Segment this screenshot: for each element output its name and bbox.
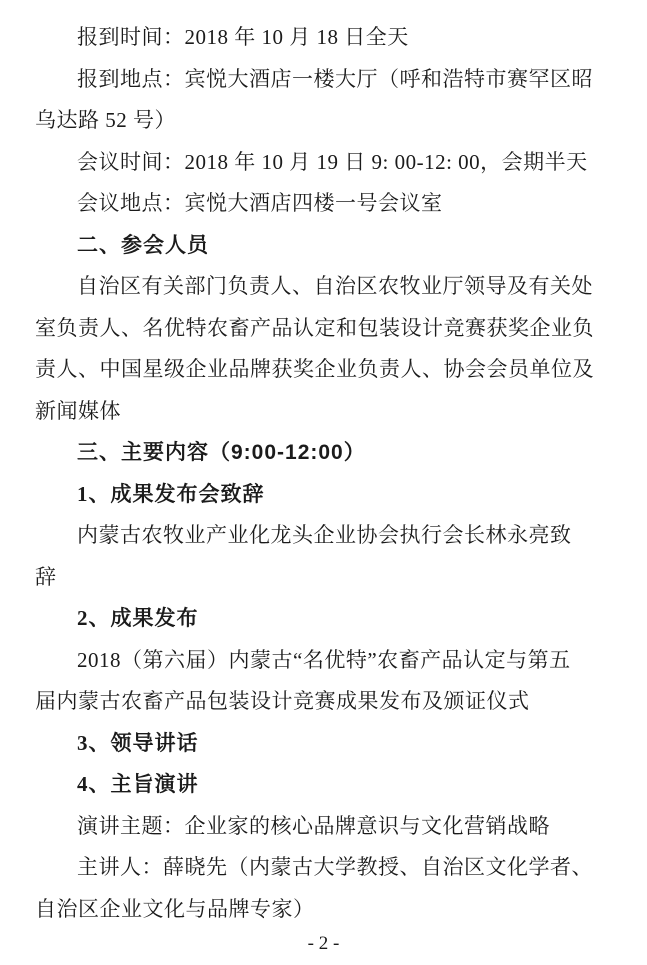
document-line: 三、主要内容（9:00-12:00） xyxy=(77,441,366,464)
document-line: 1、成果发布会致辞 xyxy=(77,481,265,506)
document-line: 二、参会人员 xyxy=(77,233,209,257)
document-line: 主讲人：薛晓先（内蒙古大学教授、自治区文化学者、 xyxy=(77,855,593,879)
document-line: 4、主旨演讲 xyxy=(77,772,199,796)
document-line: 2、成果发布 xyxy=(77,606,199,630)
document-line: 自治区有关部门负责人、自治区农牧业厅领导及有关处 xyxy=(77,274,593,298)
document-line: 责人、中国星级企业品牌获奖企业负责人、协会会员单位及 xyxy=(35,357,594,381)
document-line: 报到地点：宾悦大酒店一楼大厅（呼和浩特市赛罕区昭 xyxy=(77,66,593,91)
document-line: 自治区企业文化与品牌专家） xyxy=(35,896,315,921)
document-line: 3、领导讲话 xyxy=(77,730,199,755)
document-line: 届内蒙古农畜产品包装设计竞赛成果发布及颁证仪式 xyxy=(35,689,530,713)
document-line: 报到时间：2018 年 10 月 18 日全天 xyxy=(77,25,409,49)
document-line: 演讲主题：企业家的核心品牌意识与文化营销战略 xyxy=(77,813,550,838)
document-line: 新闻媒体 xyxy=(35,398,121,423)
document-line: 室负责人、名优特农畜产品认定和包装设计竞赛获奖企业负 xyxy=(35,315,594,340)
document-line: 辞 xyxy=(35,564,57,589)
document-line: 内蒙古农牧业产业化龙头企业协会执行会长林永亮致 xyxy=(77,523,572,547)
document-line: 乌达路 52 号） xyxy=(35,108,176,132)
document-line: 会议地点：宾悦大酒店四楼一号会议室 xyxy=(77,191,443,215)
page-number: - 2 - xyxy=(307,933,340,954)
document-line: 2018（第六届）内蒙古“名优特”农畜产品认定与第五 xyxy=(77,647,571,672)
document-line: 会议时间：2018 年 10 月 19 日 9: 00-12: 00，会期半天 xyxy=(77,149,588,174)
